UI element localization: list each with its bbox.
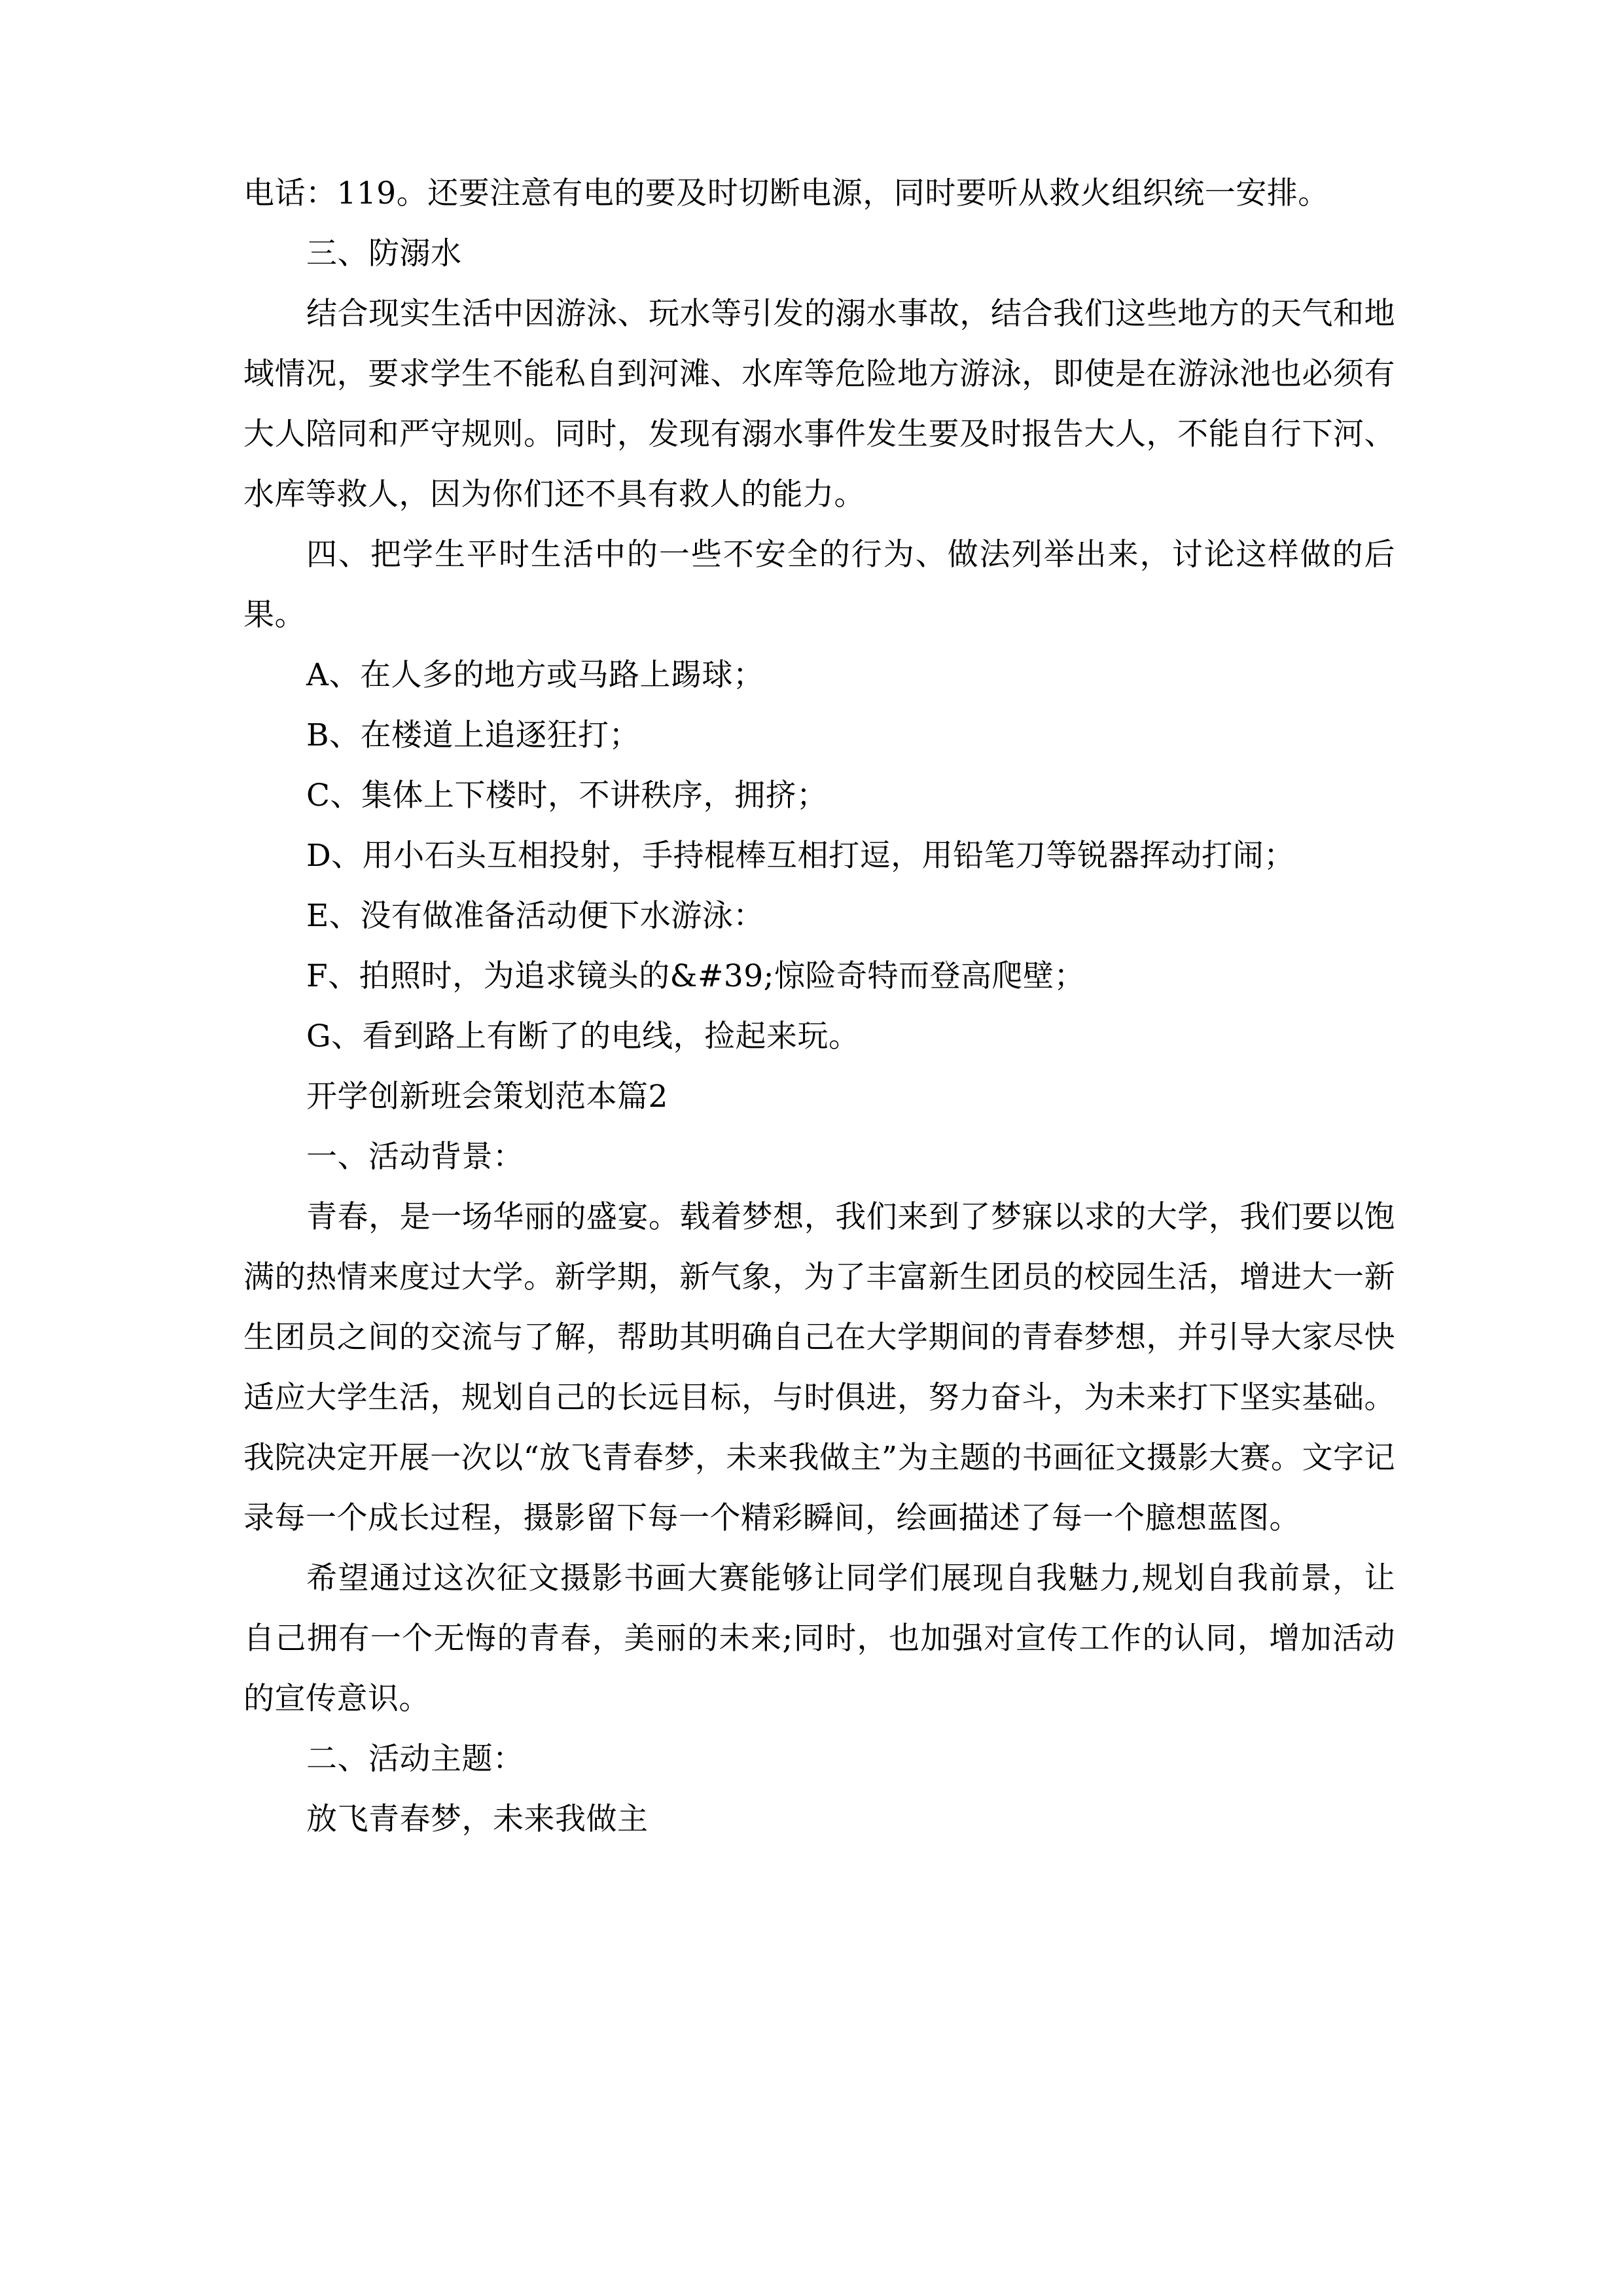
list-item-c: C、集体上下楼时，不讲秩序，拥挤； (306, 778, 828, 814)
paragraph-continuation: 电话：119。还要注意有电的要及时切断电源，同时要听从救火组织统一安排。 (243, 175, 1329, 211)
list-item-e: E、没有做准备活动便下水游泳： (306, 898, 764, 934)
activity-theme-text: 放飞青春梦，未来我做主 (306, 1801, 649, 1837)
paragraph-activity-background: 青春，是一场华丽的盛宴。载着梦想，我们来到了梦寐以求的大学，我们要以饱满的热情来度过大学。新学期，新气象，为了丰富新生团员的校园生活，增进大一新生团员之间的交流与了解，帮助其明确自己在大学期间的青春梦想，并引导大家尽快适应大学生活，规划自己的长远目标，与时俱进，努力奋斗，为未来打下坚实基础。我院决定开展一次以“放飞青春梦，未来我做主”为主题的书画征文摄影大赛。文字记录每一个成长过程，摄影留下每一个精彩瞬间，绘画描述了每一个臆想蓝图。 (243, 1199, 1395, 1536)
section-heading-activity-background: 一、活动背景： (306, 1139, 524, 1175)
list-item-g: G、看到路上有断了的电线，捡起来玩。 (306, 1018, 860, 1054)
list-item-b: B、在楼道上追逐狂打； (306, 717, 641, 753)
document-body (243, 164, 1395, 1850)
list-item-f: F、拍照时，为追求镜头的&#39;惊险奇特而登高爬壁； (306, 958, 1085, 994)
paragraph-drowning-prevention: 结合现实生活中因游泳、玩水等引发的溺水事故，结合我们这些地方的天气和地域情况，要求学生不能私自到河滩、水库等危险地方游泳，即使是在游泳池也必须有大人陪同和严守规则。同时，发现有溺水事件发生要及时报告大人，不能自行下河、水库等救人，因为你们还不具有救人的能力。 (243, 296, 1395, 512)
section-heading-fangnishui: 三、防溺水 (306, 236, 462, 272)
list-item-d: D、用小石头互相投射，手持棍棒互相打逗，用铅笔刀等锐器挥动打闹； (306, 838, 1295, 874)
paragraph-activity-hope: 希望通过这次征文摄影书画大赛能够让同学们展现自我魅力,规划自我前景，让自己拥有一个无悔的青春，美丽的未来;同时，也加强对宣传工作的认同，增加活动的宣传意识。 (243, 1560, 1395, 1717)
section-heading-activity-theme: 二、活动主题： (306, 1741, 524, 1777)
list-item-a: A、在人多的地方或马路上踢球； (306, 657, 764, 693)
section-title-plan-sample-2: 开学创新班会策划范本篇2 (306, 1079, 668, 1115)
section-heading-unsafe-behaviors: 四、把学生平时生活中的一些不安全的行为、做法列举出来，讨论这样做的后果。 (243, 537, 1395, 633)
